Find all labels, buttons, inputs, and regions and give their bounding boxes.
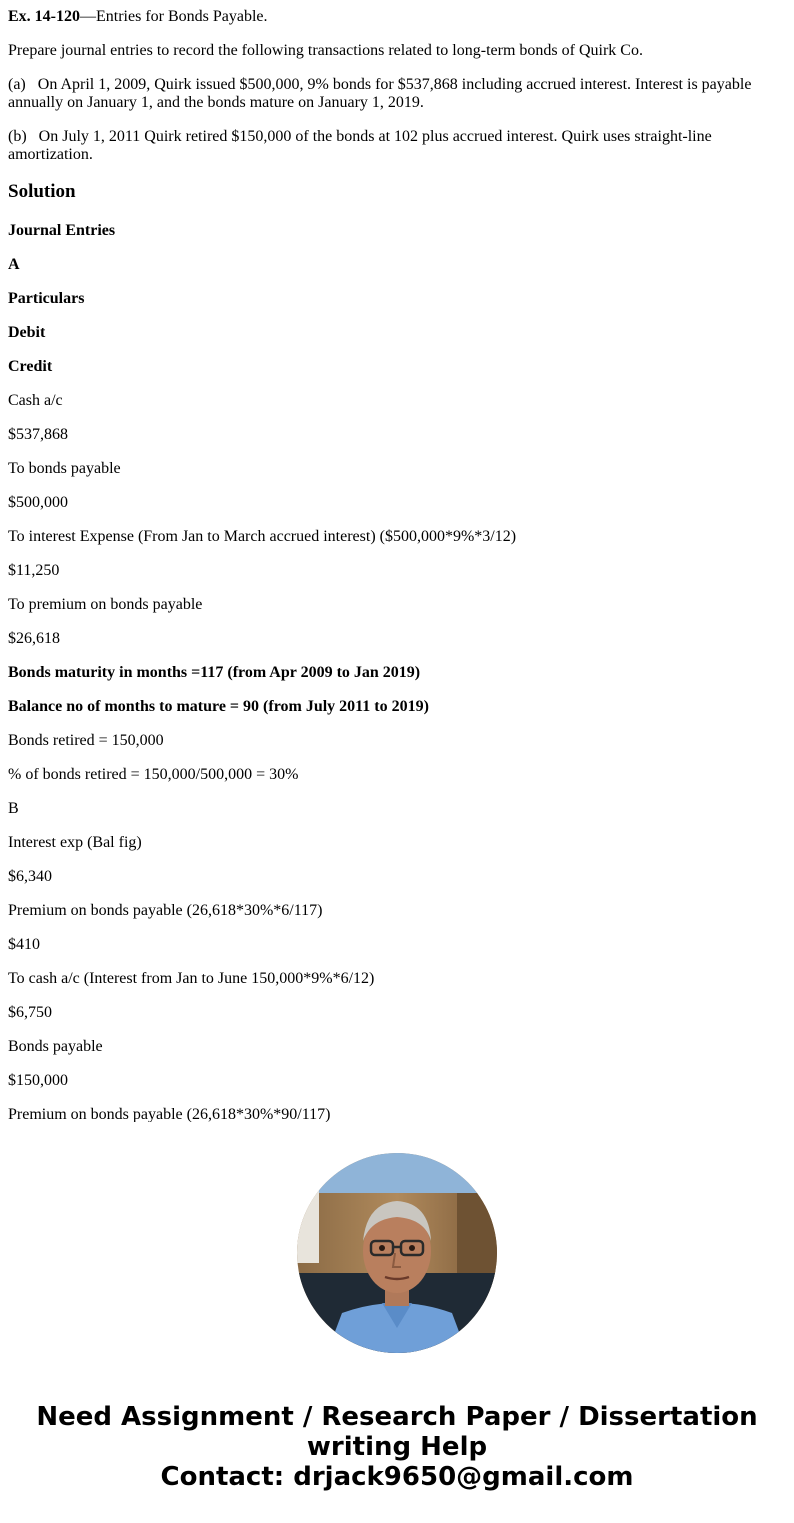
entry-a-line: $500,000 bbox=[8, 494, 68, 511]
item-a-line-1 bbox=[8, 76, 751, 94]
entry-b-line: $6,340 bbox=[8, 868, 52, 885]
entry-b-line: To cash a/c (Interest from Jan to June 150,000*9%*6/12) bbox=[8, 970, 375, 987]
bonds-retired-note: Bonds retired = 150,000 bbox=[8, 732, 164, 749]
column-credit: Credit bbox=[8, 358, 53, 375]
entry-b-line: Premium on bonds payable (26,618*30%*90/117) bbox=[8, 1106, 331, 1122]
entry-b-line: Interest exp (Bal fig) bbox=[8, 834, 142, 851]
entry-b-line: $6,750 bbox=[8, 1004, 52, 1021]
entry-b-line: $410 bbox=[8, 936, 40, 953]
column-debit: Debit bbox=[8, 324, 46, 341]
column-particulars: Particulars bbox=[8, 290, 85, 307]
promo-contact: Contact: drjack9650@gmail.com bbox=[160, 1462, 634, 1492]
instruction-text: Prepare journal entries to record the following transactions related to long-term bonds of Quirk Co. bbox=[8, 42, 643, 59]
balance-note: Balance no of months to mature = 90 (from July 2011 to 2019) bbox=[8, 698, 429, 715]
author-portrait-icon bbox=[297, 1153, 497, 1353]
promo-banner bbox=[0, 1402, 794, 1492]
solution-heading: Solution bbox=[8, 181, 76, 202]
section-b-label: B bbox=[8, 800, 19, 817]
entry-b-line: $150,000 bbox=[8, 1072, 68, 1089]
exercise-title-text: —Entries for Bonds Payable. bbox=[80, 8, 268, 25]
document-body bbox=[8, 0, 786, 1122]
pct-retired-note: % of bonds retired = 150,000/500,000 = 30% bbox=[8, 766, 299, 783]
entry-a-line: $11,250 bbox=[8, 562, 60, 579]
entry-a-line: To premium on bonds payable bbox=[8, 596, 203, 613]
entry-b-line: Premium on bonds payable (26,618*30%*6/117) bbox=[8, 902, 323, 919]
item-a-label: (a) bbox=[8, 76, 26, 93]
entry-a-line: To interest Expense (From Jan to March accrued interest) ($500,000*9%*3/12) bbox=[8, 528, 517, 545]
item-b-text-1: On July 1, 2011 Quirk retired $150,000 of the bonds at 102 plus accrued interest. Quirk uses straight-line bbox=[38, 128, 712, 145]
exercise-title bbox=[8, 8, 268, 26]
entry-a-line: Cash a/c bbox=[8, 392, 63, 409]
entry-b-line: Bonds payable bbox=[8, 1038, 103, 1055]
maturity-note: Bonds maturity in months =117 (from Apr 2009 to Jan 2019) bbox=[8, 664, 421, 681]
promo-line-2: writing Help bbox=[306, 1432, 488, 1462]
promo-line-1: Need Assignment / Research Paper / Dissertation bbox=[36, 1402, 758, 1432]
item-b-line-2: amortization. bbox=[8, 146, 93, 163]
entry-a-line: $537,868 bbox=[8, 426, 68, 443]
author-avatar bbox=[297, 1153, 497, 1353]
exercise-number: Ex. 14-120 bbox=[8, 8, 80, 25]
entry-a-line: To bonds payable bbox=[8, 460, 121, 477]
item-a-line-2: annually on January 1, and the bonds mature on January 1, 2019. bbox=[8, 94, 424, 111]
item-b-label: (b) bbox=[8, 128, 27, 145]
section-a-label: A bbox=[8, 256, 20, 273]
item-b-line-1 bbox=[8, 128, 712, 146]
entry-a-line: $26,618 bbox=[8, 630, 60, 647]
item-a-text-1: On April 1, 2009, Quirk issued $500,000, 9% bonds for $537,868 including accrued interest. Interest is payable bbox=[37, 76, 752, 93]
journal-heading: Journal Entries bbox=[8, 222, 116, 239]
